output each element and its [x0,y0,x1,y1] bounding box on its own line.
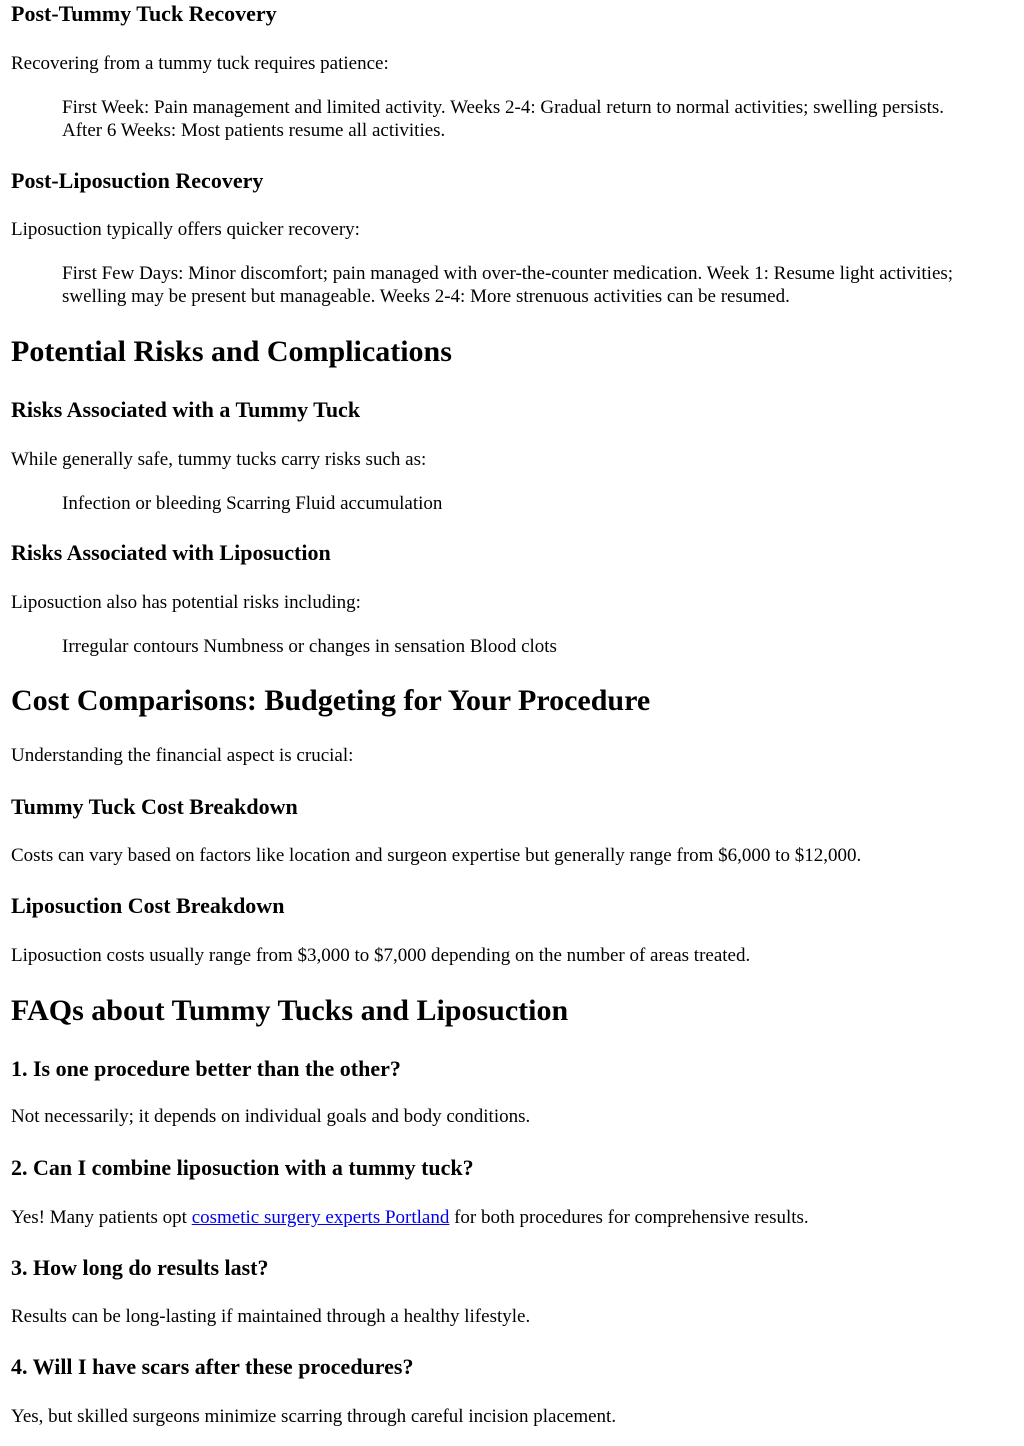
lipo-recovery-heading: Post-Liposuction Recovery [11,168,264,193]
lipo-cost-text: Liposuction costs usually range from $3,000 to $7,000 depending on the number of areas treated. [11,945,751,966]
lipo-risks-intro: Liposuction also has potential risks including: [11,592,361,613]
tummy-cost-heading: Tummy Tuck Cost Breakdown [11,794,298,819]
tummy-recovery-intro: Recovering from a tummy tuck requires patience: [11,53,389,74]
faq-question-4: 4. Will I have scars after these procedures? [11,1354,414,1379]
lipo-risks-heading: Risks Associated with Liposuction [11,540,331,565]
tummy-recovery-details: First Week: Pain management and limited activity. Weeks 2-4: Gradual return to normal activities; swelling persists. After 6 Weeks: Most patients resume all activities. [62,97,945,141]
lipo-recovery-intro: Liposuction typically offers quicker recovery: [11,219,360,240]
faq-question-1: 1. Is one procedure better than the other? [11,1056,401,1081]
faq-question-3: 3. How long do results last? [11,1255,269,1280]
lipo-recovery-details: First Few Days: Minor discomfort; pain managed with over-the-counter medication. Week 1: Resume light activities; swelling may be present but manageable. Weeks 2-4: More strenuous activities can be resumed. [62,263,954,307]
cost-intro: Understanding the financial aspect is crucial: [11,745,354,766]
faq-question-2: 2. Can I combine liposuction with a tummy tuck? [11,1155,474,1180]
faq-answer-2-after: for both procedures for comprehensive results. [449,1207,809,1228]
tummy-recovery-heading: Post-Tummy Tuck Recovery [11,1,277,26]
cosmetic-surgery-experts-link[interactable]: cosmetic surgery experts Portland [191,1207,450,1228]
tummy-risks-heading: Risks Associated with a Tummy Tuck [11,397,361,422]
faq-answer-4: Yes, but skilled surgeons minimize scarring through careful incision placement. [11,1406,617,1427]
cost-heading: Cost Comparisons: Budgeting for Your Procedure [11,684,651,717]
faq-answer-2-before: Yes! Many patients opt [11,1207,192,1228]
faqs-heading: FAQs about Tummy Tucks and Liposuction [11,994,569,1027]
tummy-cost-text: Costs can vary based on factors like location and surgeon expertise but generally range from $6,000 to $12,000. [11,845,862,866]
lipo-cost-heading: Liposuction Cost Breakdown [11,893,285,918]
lipo-risks-details: Irregular contours Numbness or changes in sensation Blood clots [62,636,557,657]
tummy-risks-details: Infection or bleeding Scarring Fluid accumulation [62,493,443,514]
faq-answer-3: Results can be long-lasting if maintained through a healthy lifestyle. [11,1306,531,1327]
faq-answer-2 [11,1206,809,1230]
faq-answer-1: Not necessarily; it depends on individual goals and body conditions. [11,1106,531,1127]
risks-heading: Potential Risks and Complications [11,335,452,368]
tummy-risks-intro: While generally safe, tummy tucks carry risks such as: [11,449,427,470]
